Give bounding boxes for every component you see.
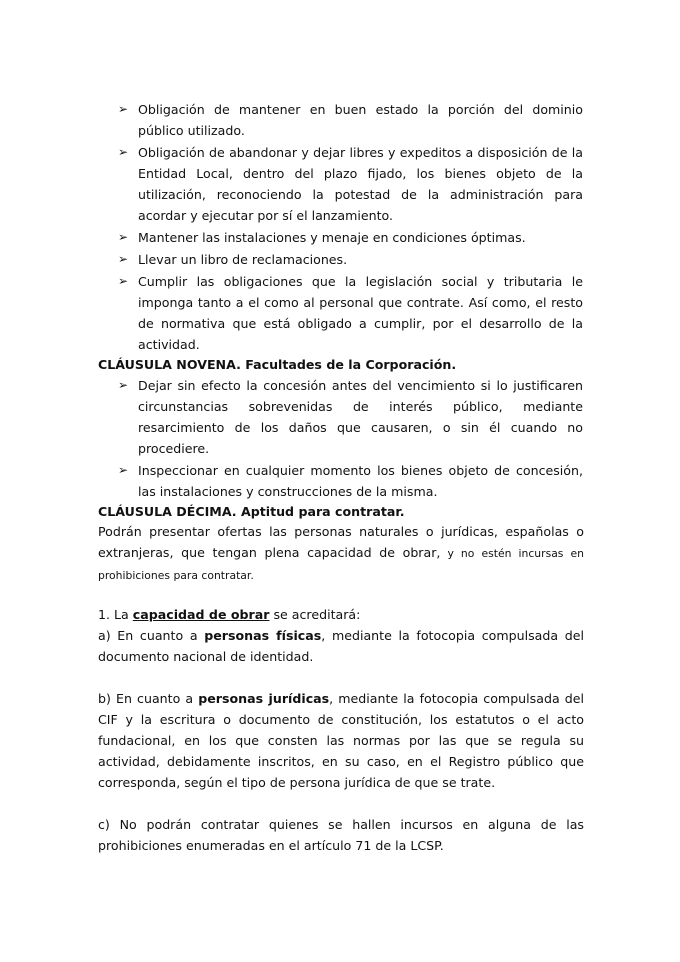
obligations-list [118, 99, 583, 356]
arrow-bullet-icon: ➢ [118, 378, 129, 392]
arrow-bullet-icon: ➢ [118, 274, 129, 288]
section-heading: CLÁUSULA NOVENA. Facultades de la Corporación. [98, 357, 457, 372]
paragraph-a: a) En cuanto a personas físicas, mediante la fotocopia compulsada del documento nacional de identidad. [98, 628, 584, 664]
arrow-bullet-icon: ➢ [118, 252, 129, 266]
arrow-bullet-icon: ➢ [118, 230, 129, 244]
paragraph-c: c) No podrán contratar quienes se hallen incursos en alguna de las prohibiciones enumeradas en el artículo 71 de la LCSP. [98, 817, 584, 853]
list-item: ➢ Llevar un libro de reclamaciones. [118, 249, 583, 270]
list-item: ➢ Obligación de abandonar y dejar libres y expeditos a disposición de la Entidad Local, dentro del plazo fijado, los bienes objeto de la utilización, reconociendo la potestad de la administración para acordar y ejecutar por sí el lanzamiento. [118, 142, 583, 226]
section-heading: CLÁUSULA DÉCIMA. Aptitud para contratar. [98, 504, 405, 519]
list-item: ➢ Cumplir las obligaciones que la legislación social y tributaria le imponga tanto a el como al personal que contrate. Así como, el resto de normativa que está obligado a cumplir, por el desarrollo de la actividad. [118, 271, 583, 355]
list-item: ➢ Mantener las instalaciones y menaje en condiciones óptimas. [118, 227, 583, 248]
corporation-powers-list [118, 375, 583, 503]
arrow-bullet-icon: ➢ [118, 145, 129, 159]
arrow-bullet-icon: ➢ [118, 463, 129, 477]
paragraph-capacity: 1. La capacidad de obrar se acreditará: [98, 607, 361, 622]
list-item: ➢ Dejar sin efecto la concesión antes del vencimiento si lo justificaren circunstancias sobrevenidas de interés público, mediante resarcimiento de los daños que causaren, o sin él cuando no procediere. [118, 375, 583, 459]
paragraph-b: b) En cuanto a personas jurídicas, mediante la fotocopia compulsada del CIF y la escritura o documento de constitución, los estatutos o el acto fundacional, en los que consten las normas por las que se regula su actividad, debidamente inscritos, en su caso, en el Registro público que corresponda, según el tipo de persona jurídica de que se trate. [98, 691, 584, 790]
arrow-bullet-icon: ➢ [118, 102, 129, 116]
list-item: ➢ Inspeccionar en cualquier momento los bienes objeto de concesión, las instalaciones y construcciones de la misma. [118, 460, 583, 502]
list-item: ➢ Obligación de mantener en buen estado la porción del dominio público utilizado. [118, 99, 583, 141]
intro-paragraph: Podrán presentar ofertas las personas naturales o jurídicas, españolas o extranjeras, que tengan plena capacidad de obrar, y no estén incursas en prohibiciones para contratar. [98, 524, 584, 582]
